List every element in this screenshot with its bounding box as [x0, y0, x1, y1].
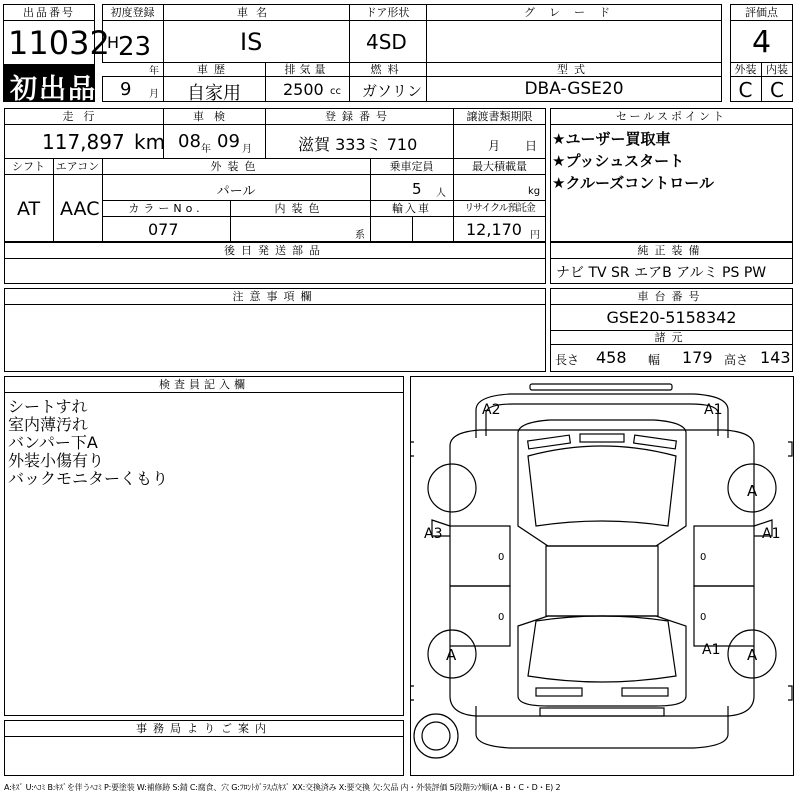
mileage-label: 走行 — [62, 110, 105, 123]
capacity-value: 5 — [412, 180, 422, 198]
year-unit: 年 — [149, 66, 159, 77]
inspection-year-value: 08 — [178, 131, 201, 152]
wheel-mark-rear-left: A — [446, 646, 457, 664]
interior-grade-value: C — [770, 78, 784, 102]
mileage-value: 117,897 — [42, 130, 125, 154]
model-label: 型式 — [557, 63, 591, 76]
interior-label: 内装 — [766, 63, 788, 76]
inspection-label: 車検 — [193, 110, 235, 123]
displacement-unit: cc — [330, 86, 341, 97]
score-label: 評価点 — [745, 6, 778, 19]
damage-mark-a1-rear: A1 — [702, 642, 721, 658]
fuel-label: 燃料 — [370, 63, 405, 76]
import-label: 輸入車 — [392, 202, 431, 215]
capacity-label: 乗車定員 — [389, 160, 434, 173]
color-no-label: カラーNo. — [128, 202, 204, 215]
recycle-value: 12,170 — [466, 220, 522, 239]
zero-mark-left-front: 0 — [498, 552, 505, 563]
car-name-label: 車名 — [237, 6, 275, 19]
displacement-label: 排気量 — [284, 63, 330, 76]
model-value: DBA-GSE20 — [524, 79, 624, 99]
genuine-equipment-label: 純正装備 — [637, 244, 706, 257]
chassis-no-value: GSE20-5158342 — [606, 308, 737, 327]
first-reg-label: 初度登録 — [110, 6, 155, 19]
int-color-unit: 系 — [355, 230, 365, 241]
sales-points-label: セールスポイント — [615, 110, 727, 123]
zero-mark-left-rear: 0 — [498, 612, 505, 623]
wheel-mark-front-right: A — [747, 482, 758, 500]
first-listing-label: 初出品 — [10, 74, 97, 105]
aircon-value: AAC — [60, 198, 100, 220]
era-value: H — [107, 33, 120, 52]
capacity-unit: 人 — [436, 188, 446, 199]
length-value: 458 — [596, 348, 627, 367]
height-label: 高さ — [724, 353, 749, 367]
damage-mark-a3: A3 — [424, 526, 443, 542]
grade-label: グレード — [524, 6, 624, 19]
legend-text: A:ｷｽﾞ U:ﾍｺﾐ B:ｷｽﾞを伴うﾍｺﾐ P:要塗装 W:補修跡 S:錆 C:腐食、穴 G:ﾌﾛﾝﾄｶﾞﾗｽ点ｷｽﾞ XX:交換済み X:要交換 欠:欠品 内・外装評価 5段階ﾗﾝｸ順(A・B・C・D・E) 2 — [4, 783, 561, 792]
max-load-unit: kg — [528, 186, 541, 197]
shift-label: シフト — [12, 160, 45, 173]
color-no-value: 077 — [148, 220, 179, 239]
length-label: 長さ — [555, 353, 580, 367]
max-load-label: 最大積載量 — [472, 160, 527, 173]
height-value: 143 — [760, 348, 791, 367]
inspector-note-3: バンパー下A — [8, 433, 98, 452]
lot-number-value: 11032 — [8, 24, 110, 62]
width-value: 179 — [682, 348, 713, 367]
wheel-mark-rear-right: A — [747, 646, 758, 664]
aircon-label: エアコン — [55, 160, 100, 173]
specs-label: 諸元 — [654, 331, 689, 344]
transfer-month-unit: 月 — [488, 139, 501, 153]
details-block — [4, 108, 546, 242]
history-label: 車歴 — [197, 63, 231, 76]
sales-point-3: ★クルーズコントロール — [552, 174, 714, 192]
ext-color-value: パール — [216, 184, 256, 199]
damage-mark-a2: A2 — [482, 402, 501, 418]
displacement-value: 2500 — [283, 80, 324, 99]
shift-value: AT — [17, 198, 41, 220]
damage-mark-a1-front: A1 — [704, 402, 723, 418]
inspector-note-1: シートすれ — [8, 397, 88, 416]
ext-color-label: 外装色 — [210, 160, 262, 173]
inspection-month-value: 09 — [217, 131, 240, 152]
exterior-label: 外装 — [734, 63, 757, 76]
inspector-note-2: 室内薄汚れ — [8, 415, 89, 434]
sales-point-2: ★プッシュスタート — [552, 152, 685, 170]
later-parts-label: 後日発送部品 — [224, 244, 326, 257]
inspector-note-5: バックモニターくもり — [8, 469, 169, 488]
damage-mark-a1-right: A1 — [762, 526, 781, 542]
chassis-no-label: 車台番号 — [637, 290, 706, 303]
lot-number-label: 出品番号 — [23, 6, 75, 19]
mileage-unit: km — [134, 130, 166, 154]
recycle-label: リサイクル預託金 — [464, 203, 535, 214]
inspection-month-unit: 月 — [242, 144, 252, 155]
door-label: ドア形状 — [365, 6, 410, 19]
door-value: 4SD — [366, 30, 407, 54]
history-value: 自家用 — [187, 83, 241, 104]
exterior-grade-value: C — [738, 78, 753, 102]
score-value: 4 — [751, 25, 772, 60]
transfer-deadline-label: 譲渡書類期限 — [466, 110, 533, 123]
inspector-note-4: 外装小傷有り — [8, 451, 105, 470]
car-name-value: IS — [240, 28, 263, 56]
recycle-unit: 円 — [530, 230, 540, 241]
car-diagram — [410, 376, 794, 776]
header-row-middle — [102, 20, 722, 63]
inspection-year-unit: 年 — [201, 144, 211, 155]
fuel-value: ガソリン — [362, 82, 423, 100]
notes-label: 注意事項欄 — [232, 290, 318, 303]
month-unit: 月 — [149, 89, 159, 100]
registration-label: 登録番号 — [325, 110, 393, 123]
office-info-label: 事務局よりご案内 — [136, 722, 272, 735]
zero-mark-right-front: 0 — [700, 552, 707, 563]
genuine-equipment-value: ナビ TV SR エアB アルミ PS PW — [556, 265, 767, 281]
sales-point-1: ★ユーザー買取車 — [552, 130, 671, 148]
year-value: 23 — [118, 32, 152, 62]
month-value: 9 — [120, 79, 132, 100]
registration-value: 滋賀 333ミ 710 — [298, 135, 418, 154]
zero-mark-right-rear: 0 — [700, 612, 707, 623]
int-color-label: 内装色 — [274, 202, 326, 215]
transfer-day-unit: 日 — [525, 139, 538, 153]
width-label: 幅 — [648, 353, 661, 367]
inspector-notes-label: 検査員記入欄 — [159, 378, 249, 391]
